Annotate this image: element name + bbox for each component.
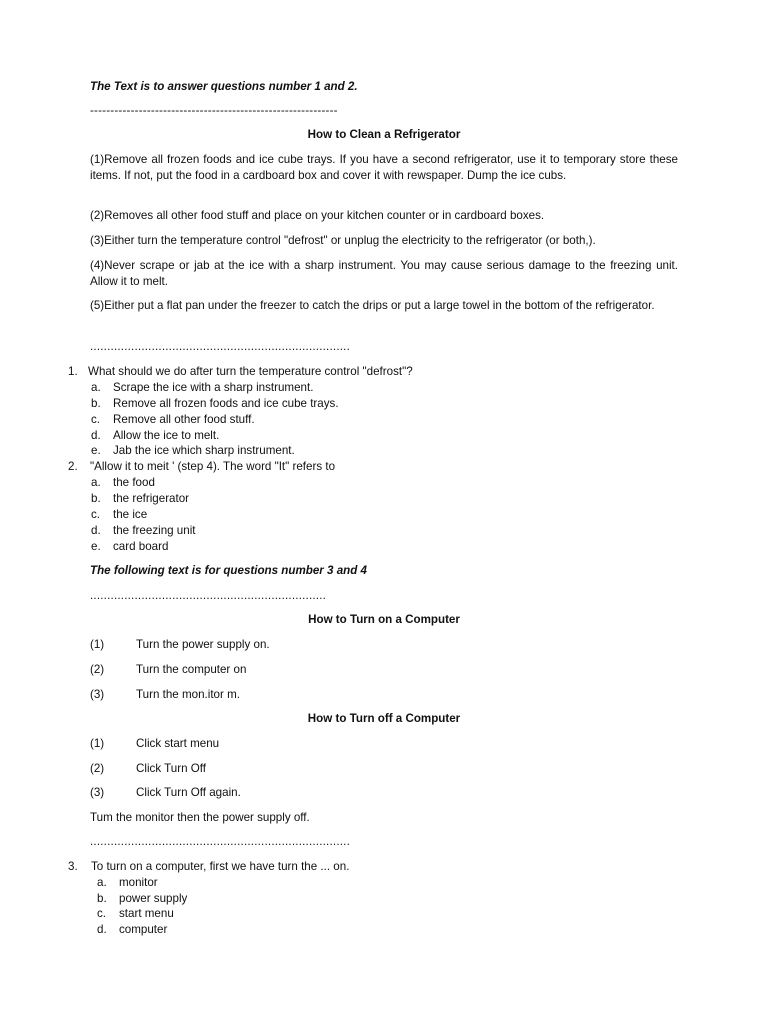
intro-text-2: The following text is for questions number 3 and 4 xyxy=(90,564,367,577)
option-text: the ice xyxy=(113,508,148,521)
question-number: 1. xyxy=(68,365,78,378)
step-text: Turn the power supply on. xyxy=(136,638,270,651)
step-text: Turn the mon.itor m. xyxy=(136,688,240,701)
question-number: 2. xyxy=(68,460,78,473)
step-text: Click Turn Off xyxy=(136,762,207,775)
step-number: (1) xyxy=(90,737,105,750)
option-text: the food xyxy=(113,476,155,489)
text-title-refrigerator: How to Clean a Refrigerator xyxy=(307,128,461,141)
option-letter: c. xyxy=(91,508,101,521)
paragraph-step-2: (2)Removes all other food stuff and place on your kitchen counter or in cardboard boxes. xyxy=(90,209,545,222)
option-letter: e. xyxy=(91,444,101,457)
option-letter: a. xyxy=(91,476,101,489)
step-number: (2) xyxy=(90,762,105,775)
option-text: start menu xyxy=(119,907,174,920)
text-title-turn-on: How to Turn on a Computer xyxy=(308,613,460,626)
paragraph-step-4: (4)Never scrape or jab at the ice with a sharp instrument. You may cause serious damage to the freezing unit. Allow it to melt. xyxy=(90,259,678,288)
paragraph-step-1: (1)Remove all frozen foods and ice cube trays. If you have a second refrigerator, use it to temporary store these items. If not, put the food in a cardboard box and cover it with rewspaper. Dump the ice cubs. xyxy=(90,153,678,182)
question-number: 3. xyxy=(68,860,78,873)
step-text: Click start menu xyxy=(136,737,220,750)
option-text: Jab the ice which sharp instrument. xyxy=(113,444,295,457)
option-letter: b. xyxy=(91,397,101,410)
option-text: card board xyxy=(113,540,169,553)
step-text: Turn the computer on xyxy=(136,663,247,676)
option-letter: b. xyxy=(91,492,101,505)
option-letter: a. xyxy=(97,876,107,889)
closing-instruction: Tum the monitor then the power supply off. xyxy=(90,811,310,824)
step-number: (3) xyxy=(90,688,105,701)
option-text: Remove all frozen foods and ice cube trays. xyxy=(113,397,339,410)
paragraph-step-5: (5)Either put a flat pan under the freezer to catch the drips or put a large towel in the bottom of the refrigerator. xyxy=(90,299,655,312)
step-number: (3) xyxy=(90,786,105,799)
dashed-rule: ------------------------------------------------------------- xyxy=(90,104,338,117)
option-letter: e. xyxy=(91,540,101,553)
option-letter: b. xyxy=(97,892,107,905)
option-letter: c. xyxy=(91,413,101,426)
dotted-rule: ............................................................................ xyxy=(90,340,351,353)
option-text: the freezing unit xyxy=(113,524,196,537)
dotted-rule: ..................................................................... xyxy=(90,589,327,602)
text-title-turn-off: How to Turn off a Computer xyxy=(307,712,461,725)
option-text: computer xyxy=(119,923,168,936)
option-letter: d. xyxy=(91,429,101,442)
option-letter: d. xyxy=(97,923,107,936)
step-number: (2) xyxy=(90,663,105,676)
question-text: "Allow it to meit ' (step 4). The word "It" refers to xyxy=(90,460,336,473)
option-text: Scrape the ice with a sharp instrument. xyxy=(113,381,314,394)
option-letter: a. xyxy=(91,381,101,394)
dotted-rule: ............................................................................ xyxy=(90,835,351,848)
option-text: Allow the ice to melt. xyxy=(113,429,220,442)
option-letter: d. xyxy=(91,524,101,537)
option-text: monitor xyxy=(119,876,158,889)
option-letter: c. xyxy=(97,907,107,920)
paragraph-step-3: (3)Either turn the temperature control "defrost" or unplug the electricity to the refrigerator (or both,). xyxy=(90,234,596,247)
option-text: power supply xyxy=(119,892,188,905)
step-text: Click Turn Off again. xyxy=(136,786,241,799)
question-text: To turn on a computer, first we have turn the ... on. xyxy=(91,860,350,873)
option-text: the refrigerator xyxy=(113,492,190,505)
option-text: Remove all other food stuff. xyxy=(113,413,255,426)
question-text: What should we do after turn the temperature control "defrost"? xyxy=(88,365,413,378)
intro-text-1: The Text is to answer questions number 1 and 2. xyxy=(90,80,358,93)
step-number: (1) xyxy=(90,638,105,651)
